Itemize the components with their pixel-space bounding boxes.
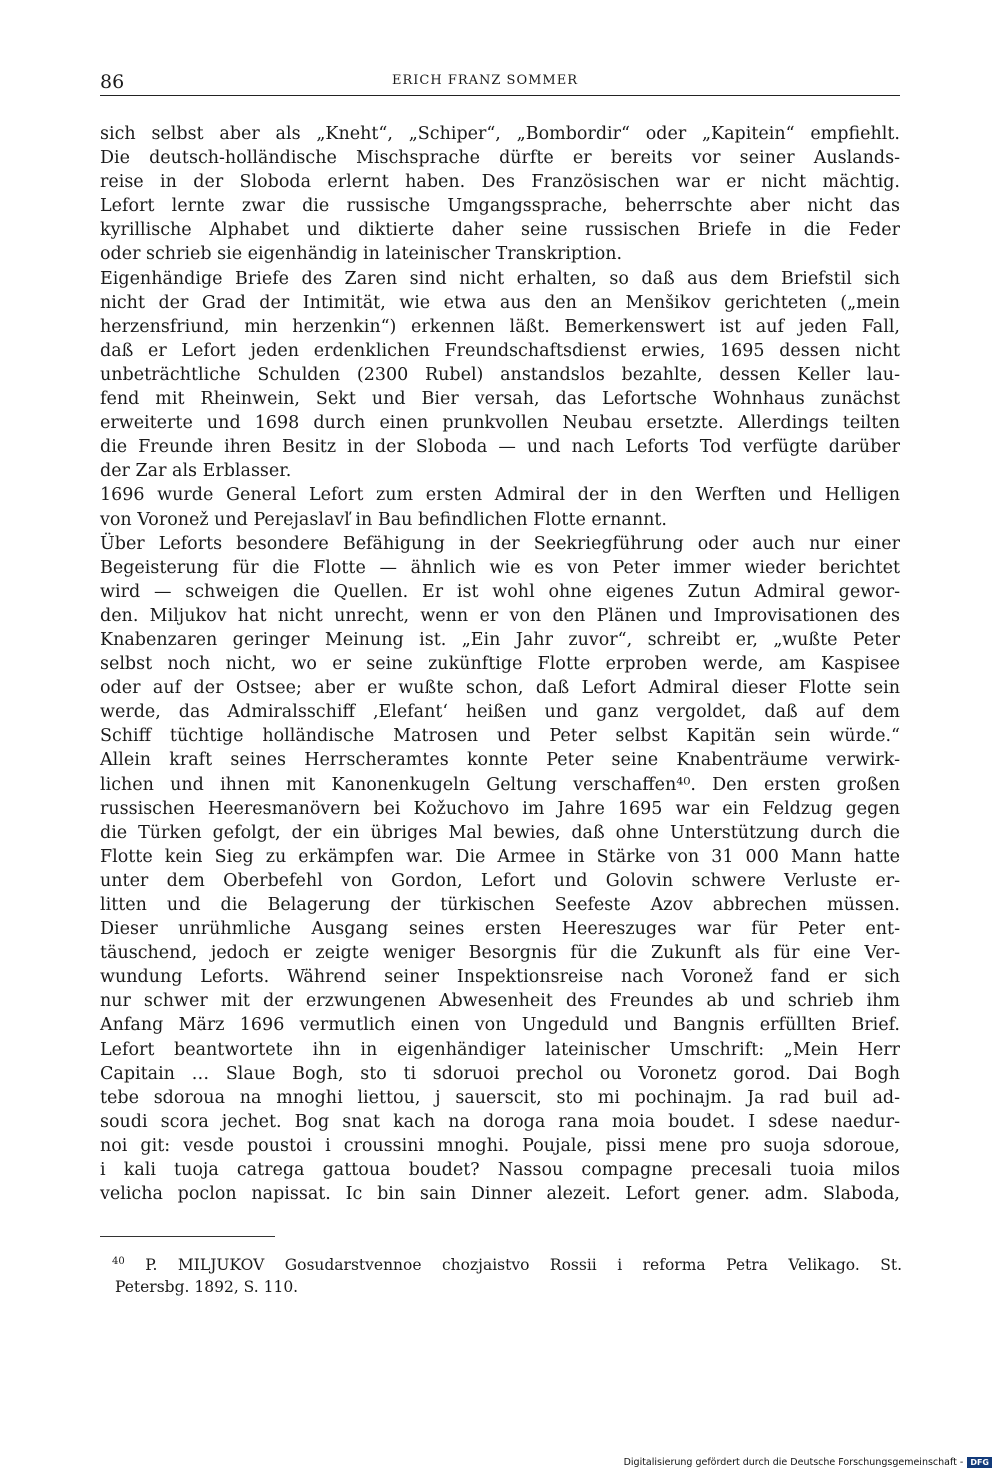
dfg-logo: DFG (967, 1457, 992, 1468)
text-line: die Freunde ihren Besitz in der Sloboda — und nach Leforts Tod verfügte darüber (100, 437, 900, 458)
text-line: von Voronež und Perejaslavľ in Bau befindlichen Flotte ernannt. (100, 509, 667, 530)
text-line: Schiff tüchtige holländische Matrosen und Peter selbst Kapitän sein würde.“ (100, 726, 900, 747)
text-line: Begeisterung für die Flotte — ähnlich wie es von Peter immer wieder berichtet (100, 557, 900, 578)
text-line: unbeträchtliche Schulden (2300 Rubel) anstandslos bezahlte, dessen Keller lau- (100, 364, 900, 385)
text-line: reise in der Sloboda erlernt haben. Des Französischen war er nicht mächtig. (100, 172, 900, 193)
text-line: die Türken gefolgt, der ein übriges Mal bewies, daß ohne Unterstützung durch die (100, 822, 900, 843)
text-line: daß er Lefort jeden erdenklichen Freundschaftsdienst erwies, 1695 dessen nicht (100, 340, 900, 361)
text-line: Lefort lernte zwar die russische Umgangssprache, beherrschte aber nicht das (100, 196, 900, 217)
footnote-line (112, 1254, 902, 1276)
text-line: i kali tuoja catrega gattoua boudet? Nassou compagne precesali tuoia milos (100, 1160, 900, 1181)
body-text (100, 122, 900, 1206)
text-line: 1696 wurde General Lefort zum ersten Admiral der in den Werften und Helligen (100, 485, 900, 506)
text-line: täuschend, jedoch er zeigte weniger Besorgnis für die Zukunft als für eine Ver- (100, 943, 900, 964)
text-line: noi git: vesde poustoi i croussini mnoghi. Poujale, pissi mene pro suoja sdoroue, (100, 1135, 900, 1156)
footnote-marker: 40 (112, 1255, 125, 1267)
footnote-line: Petersbg. 1892, S. 110. (115, 1278, 299, 1296)
text-line: selbst noch nicht, wo er seine zukünftige Flotte erproben werde, am Kaspisee (100, 654, 900, 675)
text-line: Dieser unrühmliche Ausgang seines ersten Heereszuges war für Peter ent- (100, 919, 900, 940)
footnote-rule (100, 1236, 275, 1237)
text-line: oder schrieb sie eigenhändig in lateinischer Transkription. (100, 244, 623, 265)
banner-text: Digitalisierung gefördert durch die Deutsche Forschungsgemeinschaft - (623, 1456, 964, 1468)
footnote-40 (112, 1254, 902, 1298)
text-line: russischen Heeresmanövern bei Kožuchovo im Jahre 1695 war ein Feldzug gegen (100, 798, 900, 819)
text-line: nicht der Grad der Intimität, wie etwa aus den an Menšikov gerichteten („mein (100, 292, 900, 313)
text-line: wundung Leforts. Während seiner Inspektionsreise nach Voronež fand er sich (100, 967, 900, 988)
text-line: lichen und ihnen mit Kanonenkugeln Geltung verschaffen⁴⁰. Den ersten großen (100, 774, 900, 795)
text-line: Allein kraft seines Herrscheramtes konnte Peter seine Knabenträume verwirk- (100, 750, 900, 771)
text-line: unter dem Oberbefehl von Gordon, Lefort und Golovin schwere Verluste er- (100, 870, 900, 891)
text-line: herzensfriund, min herzenkin“) erkennen läßt. Bemerkenswert ist auf jeden Fall, (100, 316, 900, 337)
running-head: ERICH FRANZ SOMMER (391, 73, 579, 88)
text-line: erweiterte und 1698 durch einen prunkvollen Neubau ersetzte. Allerdings teilten (100, 413, 900, 434)
text-line: Über Leforts besondere Befähigung in der Seekriegführung oder auch nur einer (100, 533, 900, 554)
text-line: sich selbst aber als „Kneht“, „Schiper“, „Bombordir“ oder „Kapitein“ empfiehlt. (100, 124, 900, 144)
footnote-text: P. MILJUKOV Gosudarstvennoe chozjaistvo Rossii i reforma Petra Velikago. St. (145, 1256, 902, 1274)
text-line: Die deutsch-holländische Mischsprache dürfte er bereits vor seiner Auslands- (100, 148, 900, 169)
text-line: wird — schweigen die Quellen. Er ist wohl ohne eigenes Zutun Admiral gewor- (100, 581, 900, 602)
text-line: der Zar als Erblasser. (100, 461, 292, 482)
text-line: litten und die Belagerung der türkischen Seefeste Azov abbrechen müssen. (100, 895, 900, 915)
text-line: velicha poclon napissat. Ic bin sain Dinner alezeit. Lefort gener. adm. Slaboda, (100, 1184, 900, 1205)
text-line: fend mit Rheinwein, Sekt und Bier versah, das Lefortsche Wohnhaus zunächst (100, 389, 900, 410)
text-line: den. Miljukov hat nicht unrecht, wenn er von den Plänen und Improvisationen des (100, 605, 900, 626)
text-line: oder auf der Ostsee; aber er wußte schon, daß Lefort Admiral dieser Flotte sein (100, 678, 900, 699)
page-number: 86 (100, 71, 125, 93)
page-header (100, 68, 900, 98)
text-line: Capitain … Slaue Bogh, sto ti sdoruoi prechol ou Voronetz gorod. Dai Bogh (100, 1063, 900, 1084)
text-line: nur schwer mit der erzwungenen Abwesenheit des Freundes ab und schrieb ihm (100, 991, 900, 1012)
header-rule (100, 95, 900, 96)
text-line: Knabenzaren geringer Meinung ist. „Ein Jahr zuvor“, schreibt er, „wußte Peter (100, 629, 900, 650)
text-line: soudi scora jechet. Bog snat kach na doroga rana moia boudet. I sdese naedur- (100, 1111, 900, 1132)
digitization-banner (624, 1456, 992, 1468)
text-line: Lefort beantwortete ihn in eigenhändiger lateinischer Umschrift: „Mein Herr (100, 1039, 900, 1060)
text-line: Anfang März 1696 vermutlich einen von Ungeduld und Bangnis erfüllten Brief. (100, 1015, 900, 1036)
text-line: tebe sdoroua na mnoghi liettou, j sauerscit, sto mi pochinajm. Ja rad buil ad- (100, 1087, 900, 1108)
text-line: Eigenhändige Briefe des Zaren sind nicht erhalten, so daß aus dem Briefstil sich (100, 268, 900, 289)
text-line: werde, das Admiralsschiff ‚Elefant‘ heißen und ganz vergoldet, daß auf dem (100, 702, 900, 723)
text-line: kyrillische Alphabet und diktierte daher seine russischen Briefe in die Feder (100, 220, 900, 241)
text-line: Flotte kein Sieg zu erkämpfen war. Die Armee in Stärke von 31 000 Mann hatte (100, 846, 900, 867)
